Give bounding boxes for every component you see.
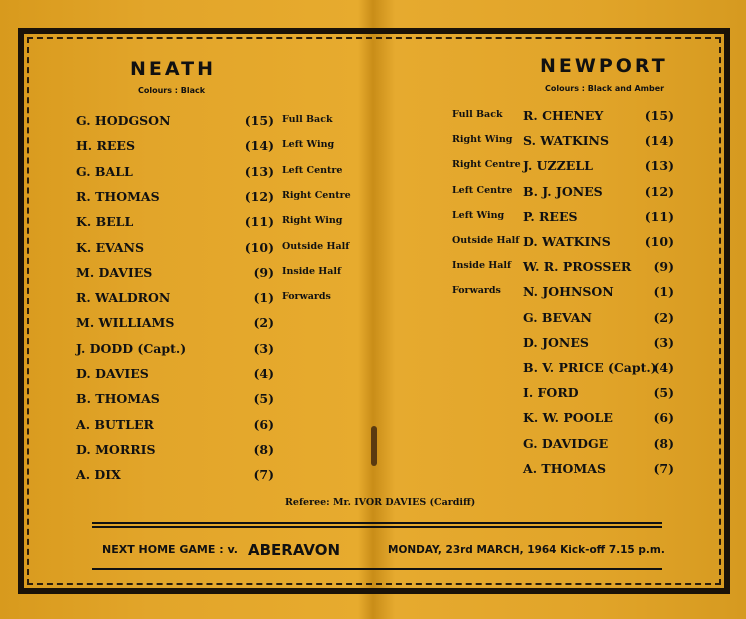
home-player-position: Left Centre [282,164,343,176]
home-player-number: (5) [253,391,274,407]
away-player-number: (11) [644,208,674,224]
away-player-name: G. DAVIDGE [523,435,609,451]
away-player-position: Left Centre [452,184,513,196]
home-player-name: M. DAVIES [76,264,153,280]
home-player-number: (4) [253,366,274,381]
home-player-position: Outside Half [282,240,350,252]
home-player-number: (1) [253,290,274,306]
away-player-name: N. JOHNSON [523,284,614,300]
next-game-date: MONDAY, 23rd MARCH, 1964 Kick-off 7.15 p.m. [388,544,665,556]
away-player-name: D. WATKINS [523,234,611,249]
away-player-position: Full Back [452,109,503,120]
away-player-number: (1) [653,284,674,300]
home-player-name: D. MORRIS [76,441,156,457]
next-opponent: ABERAVON [248,541,341,559]
home-player-number: (6) [253,416,274,432]
home-player-number: (10) [244,239,274,255]
referee-line: Referee: Mr. IVOR DAVIES (Cardiff) [285,497,476,508]
away-player-number: (6) [653,410,674,426]
footer-rule-top [92,522,662,524]
footer-rule-top-2 [92,526,662,528]
away-player-name: A. THOMAS [523,460,606,476]
home-player-number: (14) [244,138,274,154]
home-player-number: (7) [253,467,274,483]
away-player-number: (13) [644,158,674,174]
away-player-name: B. J. JONES [523,183,603,199]
away-player-number: (8) [653,435,674,451]
home-player-name: K. EVANS [76,239,144,255]
home-player-number: (15) [244,113,274,128]
away-player-name: S. WATKINS [523,133,610,149]
home-player-number: (3) [253,340,274,356]
home-player-name: J. DODD (Capt.) [76,340,187,356]
home-player-name: K. BELL [76,214,134,230]
away-player-number: (3) [653,334,674,350]
next-home-game-label: NEXT HOME GAME : v. [102,543,238,556]
home-player-position: Right Wing [282,215,343,227]
away-player-position: Right Wing [452,134,513,146]
home-player-name: D. DAVIES [76,366,149,381]
away-player-number: (4) [653,360,674,375]
away-player-number: (7) [653,460,674,476]
home-player-name: R. WALDRON [76,290,171,306]
away-player-name: K. W. POOLE [523,410,613,426]
home-player-number: (11) [244,214,274,230]
home-player-number: (12) [244,188,274,204]
away-player-name: P. REES [523,208,578,224]
home-player-name: G. HODGSON [76,113,171,128]
home-player-number: (13) [244,163,274,179]
home-player-name: H. REES [76,138,135,154]
home-player-name: B. THOMAS [76,391,160,407]
home-player-number: (9) [253,264,274,280]
away-player-number: (10) [644,234,674,249]
home-player-position: Right Centre [282,189,351,201]
home-player-name: A. DIX [76,467,121,483]
away-player-name: W. R. PROSSER [523,259,632,275]
footer-rule-bottom [92,568,662,570]
away-player-name: J. UZZELL [523,158,593,174]
away-player-number: (15) [644,108,674,123]
away-player-name: D. JONES [523,334,589,350]
home-player-name: R. THOMAS [76,188,160,204]
away-player-position: Inside Half [452,260,512,272]
home-player-position: Inside Half [282,265,342,277]
away-player-name: R. CHENEY [523,108,604,123]
away-player-number: (12) [644,183,674,199]
home-player-name: M. WILLIAMS [76,315,175,331]
away-player-name: B. V. PRICE (Capt.) [523,360,657,375]
away-team-title: NEWPORT [540,55,668,77]
away-player-name: I. FORD [523,385,579,401]
away-player-number: (2) [653,309,674,325]
home-player-name: G. BALL [76,163,133,179]
away-player-name: G. BEVAN [523,309,592,325]
away-colours: Colours : Black and Amber [545,84,665,93]
away-player-number: (5) [653,385,674,401]
home-player-name: A. BUTLER [76,416,154,432]
home-player-number: (2) [253,315,274,331]
home-team-title: NEATH [130,58,216,80]
home-player-position: Forwards [282,291,331,303]
home-player-position: Left Wing [282,139,335,151]
away-player-number: (9) [653,259,674,275]
away-player-position: Outside Half [452,235,520,246]
away-player-position: Left Wing [452,209,505,221]
home-colours: Colours : Black [138,86,206,95]
away-player-position: Right Centre [452,159,521,171]
home-player-number: (8) [253,441,274,457]
away-player-number: (14) [644,133,674,149]
home-player-position: Full Back [282,114,333,125]
away-player-position: Forwards [452,285,501,297]
staple-spine [371,426,377,466]
